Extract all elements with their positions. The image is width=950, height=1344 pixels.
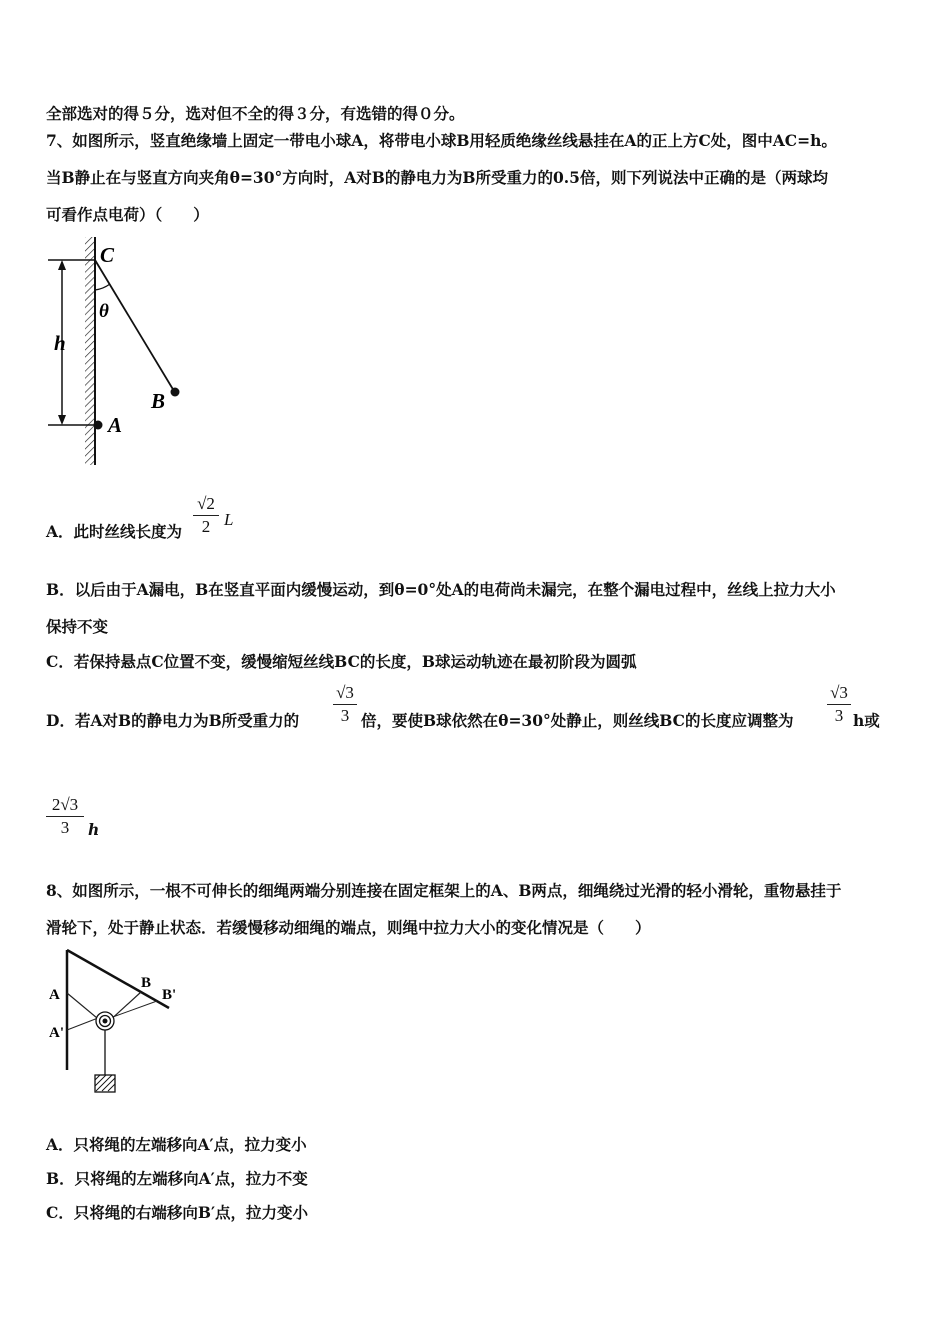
label-a: A bbox=[108, 413, 123, 437]
label-b-prime: B' bbox=[162, 987, 177, 1003]
frame-slant bbox=[67, 950, 169, 1008]
frac-num: √3 bbox=[336, 683, 354, 702]
rope-left-prime bbox=[67, 1018, 98, 1030]
frac-den: 3 bbox=[340, 706, 350, 725]
frac-num: 2√3 bbox=[51, 795, 79, 814]
q7-line-3: 可看作点电荷）（ ） bbox=[46, 205, 209, 224]
q7-option-d-fraction-1 bbox=[333, 683, 357, 726]
q7-option-a-var: L bbox=[224, 510, 234, 529]
q7-option-b-line-2: 保持不变 bbox=[46, 617, 109, 636]
label-a-prime: A' bbox=[49, 1025, 64, 1041]
frac-bar bbox=[333, 704, 357, 705]
string-bc bbox=[95, 260, 174, 391]
rope-right-prime bbox=[110, 1001, 157, 1018]
label-c: C bbox=[100, 243, 115, 267]
label-b: B bbox=[151, 389, 166, 413]
frac-num: √2 bbox=[197, 494, 215, 513]
q7-option-d-part-3: h或 bbox=[853, 711, 880, 730]
frac-den: 2 bbox=[201, 517, 211, 536]
q8-line-1: 8、如图所示，一根不可伸长的细绳两端分别连接在固定框架上的A、B两点，细绳绕过光滑的轻小滑轮，重物悬挂于 bbox=[46, 881, 842, 900]
label-a: A bbox=[49, 987, 60, 1003]
frac-den: 3 bbox=[834, 706, 844, 725]
q7-line-1: 7、如图所示，竖直绝缘墙上固定一带电小球A，将带电小球B用轻质绝缘丝线悬挂在A的正上方C处，图中AC=h。 bbox=[46, 131, 837, 150]
frac-num: √3 bbox=[830, 683, 848, 702]
q7-option-d-part-2: 倍，要使B球依然在θ=30°处静止，则丝线BC的长度应调整为 bbox=[361, 711, 794, 730]
q8-option-a: A．只将绳的左端移向A′点，拉力变小 bbox=[46, 1135, 307, 1154]
q7-option-d-part-4: h bbox=[88, 820, 100, 839]
frac-den: 3 bbox=[60, 818, 70, 837]
q8-line-2: 滑轮下，处于静止状态．若缓慢移动细绳的端点，则绳中拉力大小的变化情况是（ ） bbox=[46, 918, 651, 937]
q7-option-a bbox=[46, 520, 182, 542]
q7-option-d-fraction-2 bbox=[827, 683, 851, 726]
intro-line: 全部选对的得５分，选对但不全的得３分，有选错的得０分。 bbox=[46, 104, 465, 123]
frac-bar bbox=[193, 515, 219, 516]
frac-bar bbox=[46, 816, 84, 817]
wall-hatch bbox=[85, 237, 95, 465]
theta-arc bbox=[95, 284, 110, 290]
h-arrow-down bbox=[58, 415, 66, 425]
q7-option-a-fraction bbox=[193, 494, 219, 537]
pulley-center bbox=[103, 1019, 108, 1024]
q8-option-b: B．只将绳的左端移向A′点，拉力不变 bbox=[46, 1169, 308, 1188]
ball-a bbox=[94, 421, 103, 430]
label-h: h bbox=[54, 331, 66, 355]
q8-option-c: C．只将绳的右端移向B′点，拉力变小 bbox=[46, 1203, 309, 1222]
label-theta: θ bbox=[99, 301, 109, 322]
ball-b bbox=[171, 388, 180, 397]
q7-option-c: C．若保持悬点C位置不变，缓慢缩短丝线BC的长度，B球运动轨迹在最初阶段为圆弧 bbox=[46, 652, 637, 671]
q7-line-2: 当B静止在与竖直方向夹角θ=30°方向时，A对B的静电力为B所受重力的0.5倍，则下列说法中正确的是（两球均 bbox=[46, 168, 828, 187]
q7-option-d-fraction-3 bbox=[46, 795, 84, 838]
q7-option-b-line-1: B．以后由于A漏电，B在竖直平面内缓慢运动，到θ=0°处A的电荷尚未漏完，在整个漏电过程中，丝线上拉力大小 bbox=[46, 580, 836, 599]
q7-option-a-text: A．此时丝线长度为 bbox=[46, 522, 183, 541]
q7-option-d-part-1: D．若A对B的静电力为B所受重力的 bbox=[46, 711, 300, 730]
frac-bar bbox=[827, 704, 851, 705]
q7-figure bbox=[40, 232, 240, 472]
label-b: B bbox=[141, 975, 152, 991]
h-arrow-up bbox=[58, 260, 66, 270]
q8-figure bbox=[45, 945, 195, 1095]
